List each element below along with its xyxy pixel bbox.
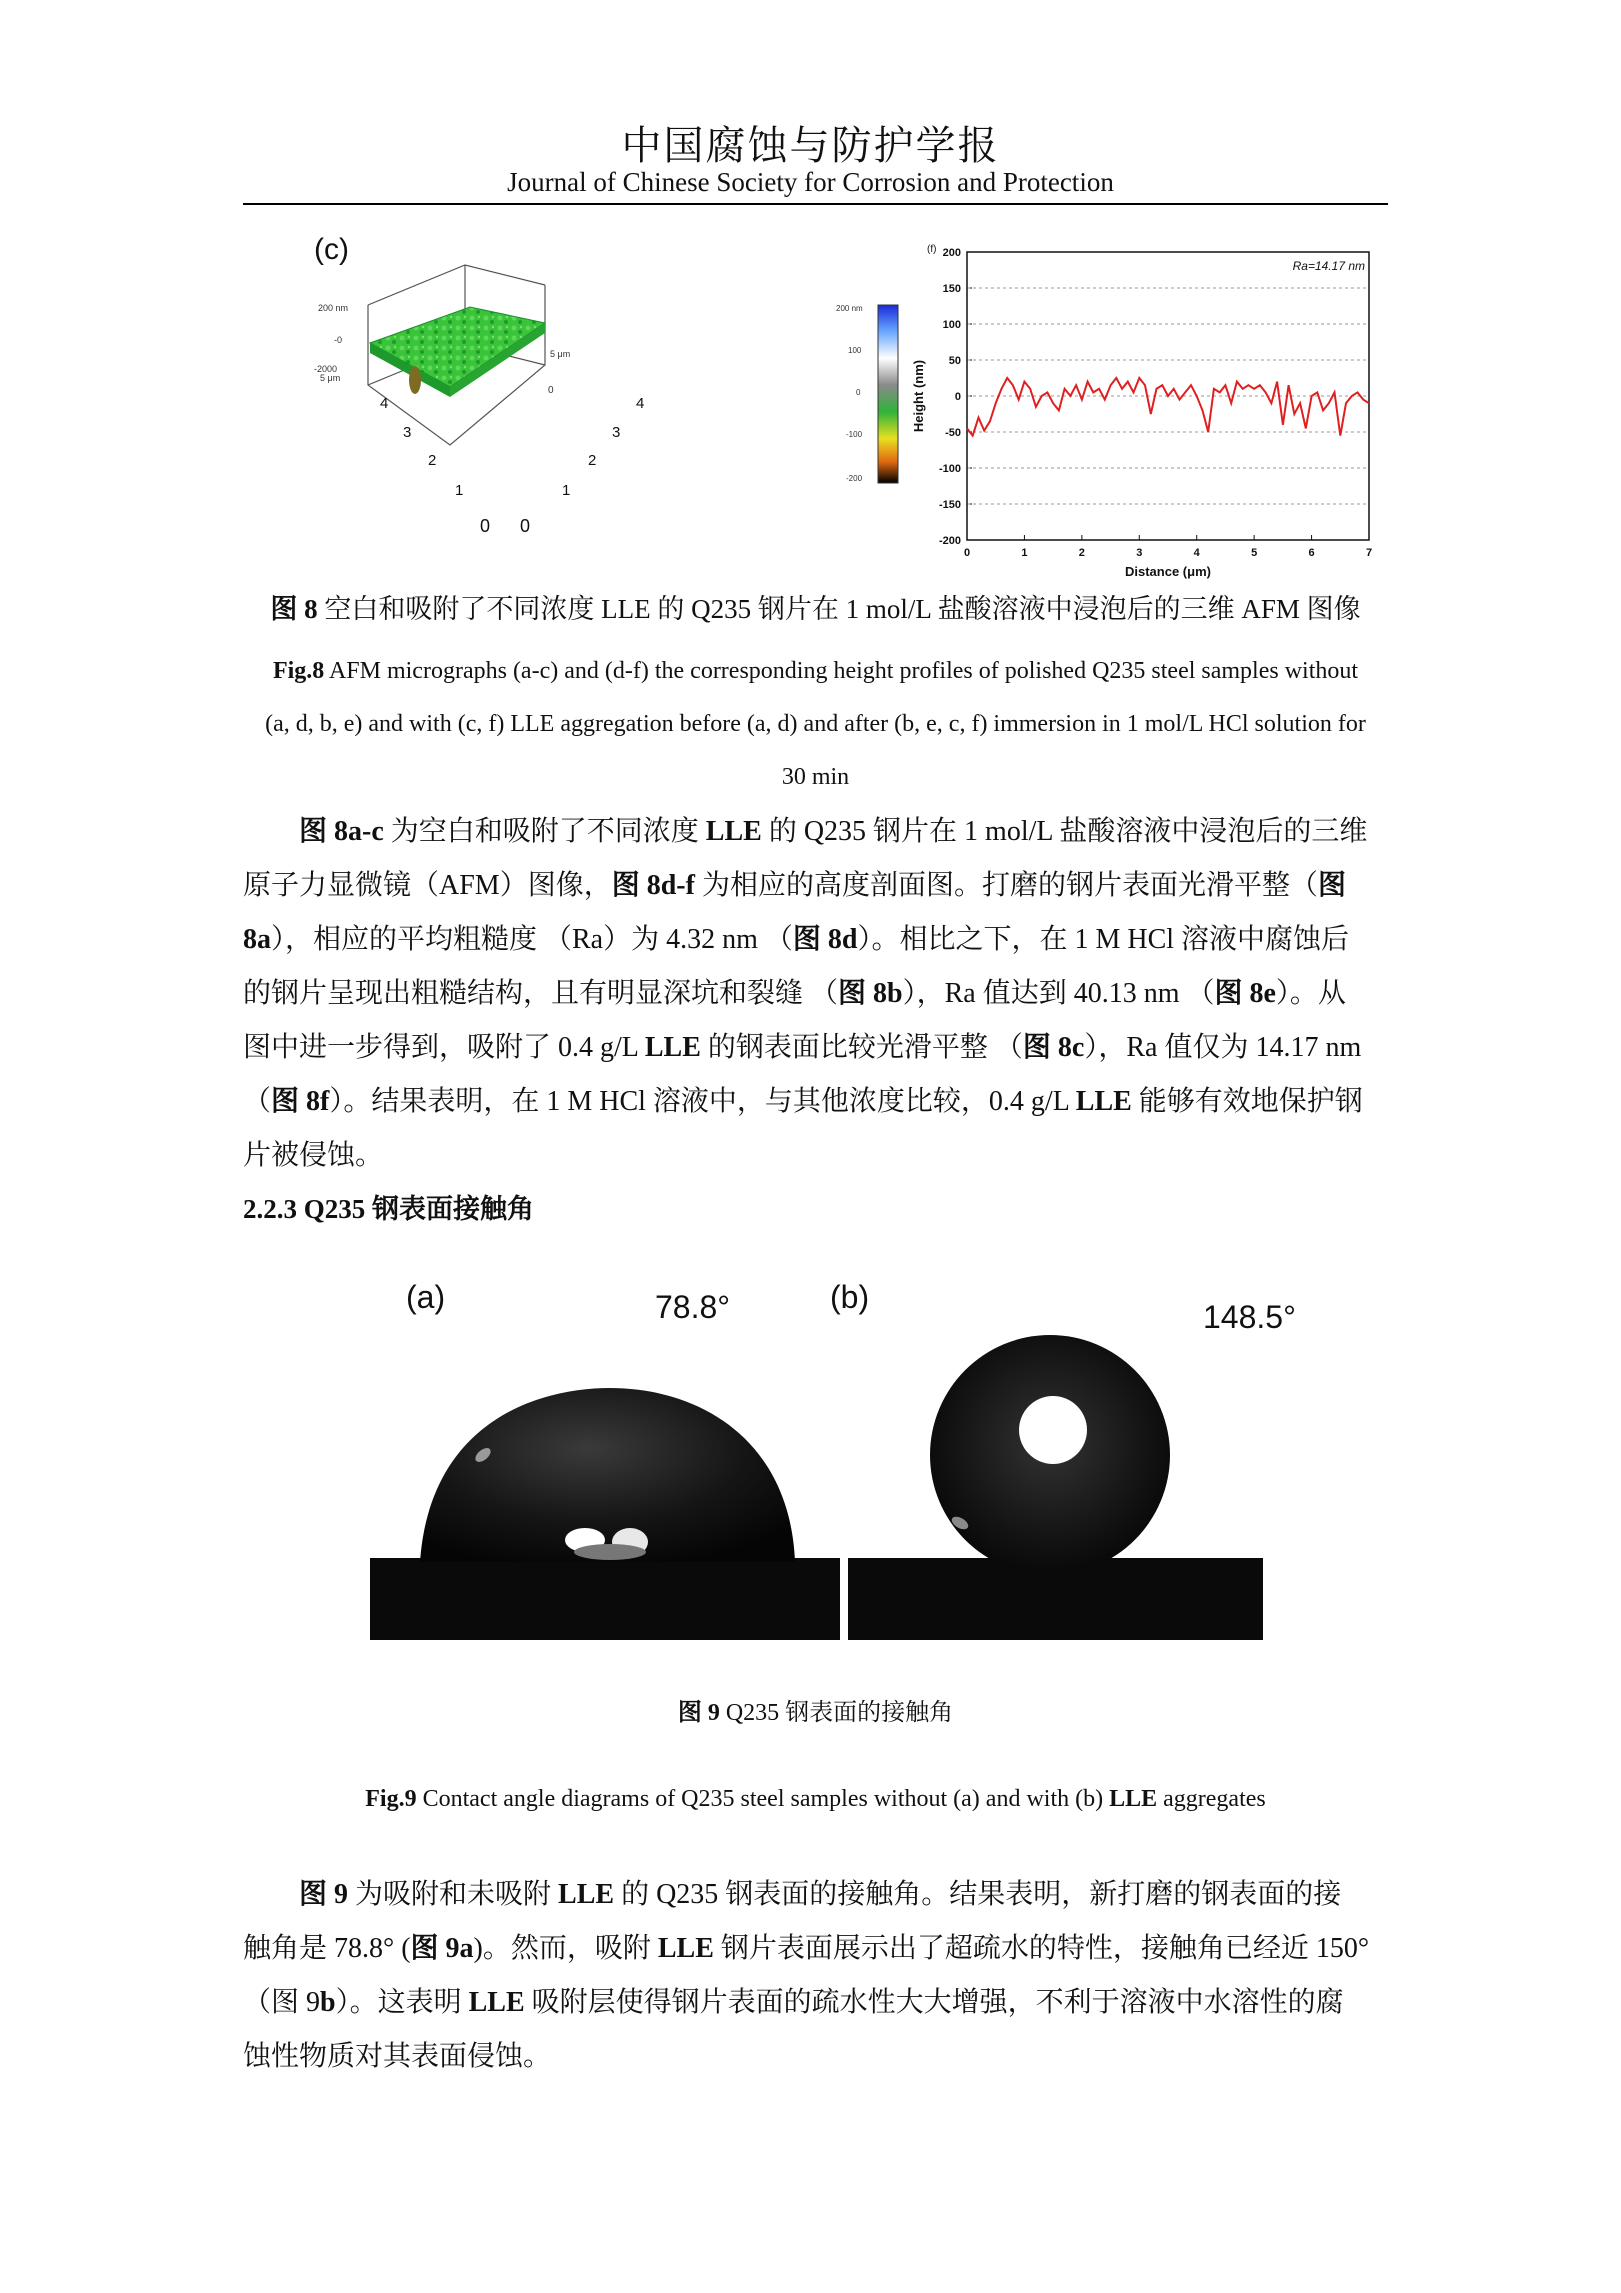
para-line: 图中进一步得到，吸附了 0.4 g/L LLE 的钢表面比较光滑平整 （图 8c），Ra 值仅为 14.17 nm	[243, 1032, 1362, 1063]
panel-a-angle: 78.8°	[655, 1289, 731, 1325]
para-line: 蚀性物质对其表面侵蚀。	[243, 2041, 552, 2072]
water-droplet	[420, 1388, 795, 1562]
journal-title-cn: 中国腐蚀与防护学报	[621, 123, 1000, 168]
right-tick: 2	[588, 452, 597, 469]
right-tick: 3	[612, 424, 621, 441]
fig9b-contact-angle-photo	[830, 1270, 1296, 1640]
fig9a-contact-angle-photo	[370, 1270, 840, 1640]
z-mid-label: -0	[334, 335, 343, 345]
right-edge-tick: 0	[548, 385, 554, 396]
panel-b-angle: 148.5°	[1203, 1299, 1296, 1335]
panel-b-label: (b)	[830, 1279, 870, 1315]
z-top-label: 200 nm	[318, 303, 349, 313]
colorbar-tick: 200 nm	[836, 304, 863, 313]
fig8-caption-en-line3: 30 min	[781, 764, 850, 790]
paragraph-afm	[243, 805, 1388, 1183]
para-line: 的钢片呈现出粗糙结构，且有明显深坑和裂缝 （图 8b），Ra 值达到 40.13 nm （图 8e）。从	[243, 978, 1346, 1009]
fig9-caption-cn-label: 图 9	[677, 1700, 720, 1726]
fig9-caption-en-label: Fig.9	[365, 1786, 417, 1812]
fig8-caption-en-label: Fig.8	[272, 658, 325, 684]
colorbar-tick: 100	[848, 346, 862, 355]
left-tick: 2	[428, 452, 437, 469]
para-line: 原子力显微镜（AFM）图像，图 8d-f 为相应的高度剖面图。打磨的钢片表面光滑平整（图	[243, 870, 1346, 901]
x-tick-label: 3	[1136, 547, 1143, 559]
y-axis-label: Height (nm)	[911, 359, 926, 433]
y-tick-label: 0	[954, 391, 961, 403]
x-tick-label: 1	[1021, 547, 1028, 559]
left-tick: 1	[455, 482, 464, 499]
x-tick-label: 4	[1193, 547, 1200, 559]
colorbar-tick: -100	[846, 430, 863, 439]
y-tick-label: -200	[938, 535, 961, 547]
right-tick: 1	[562, 482, 571, 499]
ra-annotation: Ra=14.17 nm	[1292, 259, 1365, 273]
y-tick-label: -100	[938, 463, 961, 475]
height-profile-line	[967, 378, 1369, 436]
fig8-caption-cn	[243, 583, 1388, 636]
y-tick-label: -150	[938, 499, 961, 511]
paragraph-contact-angle	[243, 1868, 1388, 2084]
afm-pit	[409, 366, 421, 394]
para-line: 触角是 78.8° (图 9a)。然而，吸附 LLE 钢片表面展示出了超疏水的特性，接触角已经近 150°	[243, 1933, 1370, 1964]
axis-unit-right: 5 μm	[550, 349, 571, 359]
y-tick-label: 50	[948, 355, 961, 367]
para-line: （图 8f）。结果表明，在 1 M HCl 溶液中，与其他浓度比较，0.4 g/L LLE 能够有效地保护钢	[243, 1086, 1363, 1117]
colorbar	[878, 305, 898, 483]
y-tick-label: 100	[942, 319, 961, 331]
z-bottom-label: -2000	[314, 364, 338, 374]
x-tick-label: 5	[1251, 547, 1258, 559]
x-tick-label: 0	[963, 547, 971, 559]
left-tick: 4	[380, 395, 389, 412]
caption-text: Q235 钢表面的接触角	[719, 1700, 954, 1726]
fig9-caption-en: Fig.9 Contact angle diagrams of Q235 steel samples without (a) and with (b) LLE aggregates	[365, 1786, 1266, 1812]
x-axis-label: Distance (μm)	[1125, 564, 1211, 579]
fig8-caption-cn-label: 图 8	[270, 594, 318, 624]
colorbar-tick: 0	[856, 388, 861, 397]
y-tick-label: -50	[945, 427, 961, 439]
header-rule	[243, 203, 1388, 205]
para-line: 图 8a-c 为空白和吸附了不同浓度 LLE 的 Q235 钢片在 1 mol/L 盐酸溶液中浸泡后的三维	[299, 816, 1368, 847]
left-tick: 3	[403, 424, 412, 441]
panel-f-label: (f)	[927, 244, 937, 255]
fig9-caption-cn	[243, 1687, 1388, 1740]
fig8-caption-cn-text: 空白和吸附了不同浓度 LLE 的 Q235 钢片在 1 mol/L 盐酸溶液中浸泡后的三维 AFM 图像	[324, 594, 1361, 624]
x-tick-label: 6	[1308, 547, 1315, 559]
panel-c-label: (c)	[314, 233, 349, 266]
substrate	[370, 1558, 840, 1640]
right-tick: 4	[636, 395, 645, 412]
caption-text: Contact angle diagrams of Q235 steel samples without (a) and with (b)	[416, 1786, 1110, 1812]
x-tick-label: 7	[1365, 547, 1373, 559]
para-line: 8a），相应的平均粗糙度 （Ra）为 4.32 nm （图 8d）。相比之下，在 1 M HCl 溶液中腐蚀后	[243, 924, 1350, 955]
panel-a-label: (a)	[406, 1279, 446, 1315]
y-tick-label: 200	[942, 247, 961, 259]
para-line: 图 9 为吸附和未吸附 LLE 的 Q235 钢表面的接触角。结果表明，新打磨的钢表面的接	[299, 1879, 1342, 1910]
section-heading: 2.2.3 Q235 钢表面接触角	[243, 1194, 535, 1224]
x-tick-label: 2	[1078, 547, 1085, 559]
fig8-caption-en-line1	[243, 645, 1388, 698]
axis-unit-left: 5 μm	[320, 373, 341, 383]
journal-title-en: Journal of Chinese Society for Corrosion and Protection	[507, 167, 1114, 197]
colorbar-tick: -200	[846, 474, 863, 483]
y-tick-label: 150	[942, 283, 961, 295]
right-tick: 0	[520, 516, 531, 536]
fig8c-afm-3d	[300, 225, 910, 555]
caption-line: AFM micrographs (a-c) and (d-f) the corresponding height profiles of polished Q235 steel samples without	[328, 658, 1359, 684]
para-line: （图 9b）。这表明 LLE 吸附层使得钢片表面的疏水性大大增强，不利于溶液中水溶性的腐	[243, 1987, 1344, 2018]
fig8f-height-profile	[905, 240, 1385, 585]
fig8-caption-en-line2: (a, d, b, e) and with (c, f) LLE aggregation before (a, d) and after (b, e, c, f) immersion in 1 mol/L HCl solution for	[265, 711, 1366, 737]
para-line: 片被侵蚀。	[243, 1140, 384, 1171]
left-tick: 0	[480, 516, 491, 536]
